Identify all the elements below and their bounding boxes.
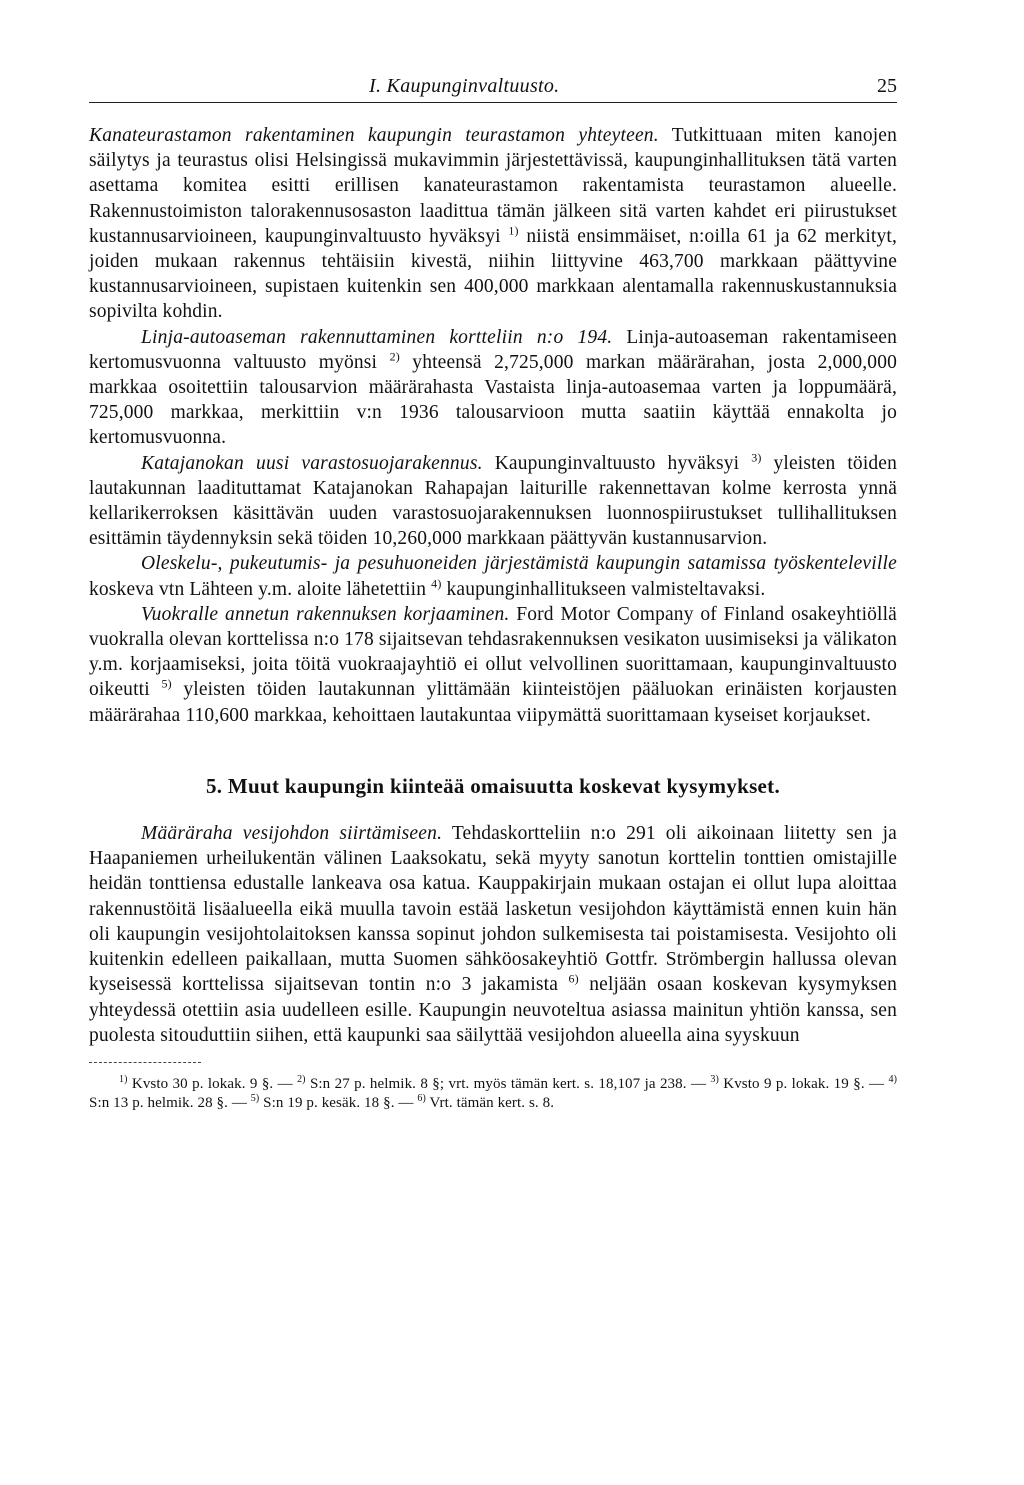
footnote-mark: 6) — [417, 1092, 426, 1104]
footnote-text: Kvsto 9 p. lokak. 19 §. — — [718, 1075, 889, 1092]
paragraph-text: Tehdaskortteliin n:o 291 oli aikoinaan liitetty sen ja Haapaniemen urheilukentän välinen Laaksokatu, sekä myyty sanotun korttelin tonttien omistajille heidän tonttiensa edustalle lankeava osa katua. Kauppakirjain mukaan ostajan ei ollut lupa aloittaa rakennustöitä lisäalueella eikä muulla tavoin estää lasketun vesijohdon käyttämistä ennen kuin hän oli kaupungin vesijohtolaitoksen kanssa sopinut johdon sulkemisesta tai poistamisesta. Vesijohto oli kuitenkin edelleen paikallaan, mutta Suomen sähköosakeyhtiö Gottfr. Strömbergin hallussa olevan kyseisessä korttelissa sijaitsevan tontin n:o 3 jakamista — [89, 823, 897, 996]
paragraph-vuokrarakennus — [89, 602, 897, 728]
footnote-ref: 6) — [568, 971, 579, 986]
paragraph-text-cont: yleisten töiden lautakunnan ylittämään kiinteistöjen pääluokan erinäisten korjausten määrärahaa 110,600 markkaa, kehoittaen lautakuntaa viipymättä suorittamaan kyseiset korjaukset. — [89, 679, 898, 726]
paragraph-text: Linja-autoaseman rakentamiseen kertomusvuonna valtuusto myönsi — [89, 326, 897, 373]
footnote-text: S:n 19 p. kesäk. 18 §. — — [259, 1094, 418, 1111]
footnote-mark: 3) — [710, 1073, 719, 1085]
section-heading: 5. Muut kaupungin kiinteää omaisuutta koskevat kysymykset. — [205, 773, 781, 798]
paragraph-text-cont: yleisten töiden lautakunnan laadituttamat Katajanokan Rahapajan laiturille rakennettavan kolme kerrosta ynnä kellarikerroksen käsittävän uuden varastosuojarakennuksen luonnospiirustukset tullihallituksen esittämin täydennyksin sekä töiden 10,260,000 markkaan päättyvän kustannusarvion. — [89, 452, 898, 550]
paragraph-text: Tutkittuaan miten kanojen säilytys ja teurastus olisi Helsingissä mukavimmin järjestettävissä, kaupunginhallituksen tätä varten asettama komitea esitti erillisen kanateurastamon rakentamista teurastamon alueelle. Rakennustoimiston talorakennusosaston laadittua tämän jälkeen sitä varten kahdet eri piirustukset kustannusarvioineen, kaupunginvaltuusto hyväksyi — [89, 125, 897, 247]
paragraph-text-cont: niistä ensimmäiset, n:oilla 61 ja 62 merkityt, joiden mukaan rakennus tehtäisiin kivestä, niihin liittyvine 463,700 markkaan päättyvine kustannusarvioineen, supistaen kuitenkin sen 400,000 markkaan alentamalla rakennuskustannuksia sopivilta kohdin. — [89, 225, 897, 323]
footnote-ref: 1) — [508, 223, 519, 238]
main-text — [89, 123, 897, 1113]
footnote-ref: 2) — [389, 349, 400, 364]
footnote-mark: 1) — [119, 1073, 128, 1085]
paragraph-text-cont: kaupunginhallitukseen valmisteltavaksi. — [441, 578, 766, 600]
footnote-mark: 2) — [297, 1073, 306, 1085]
paragraph-linja-autoasema — [89, 325, 897, 451]
paragraph-title: Oleskelu-, pukeutumis- ja pesuhuoneiden järjestämistä kaupungin satamissa työskenteleville — [141, 553, 897, 575]
footnote-text: S:n 27 p. helmik. 8 §; vrt. myös tämän kert. s. 18,107 ja 238. — — [305, 1075, 711, 1092]
page-number: 25 — [877, 75, 897, 97]
paragraph-text-cont: neljään osaan koskevan kysymyksen yhteydessä otettiin asia uudelleen esille. Kaupungin neuvoteltua asiassa mainitun yhtiön kanssa, sen puolesta sitouduttiin siihen, että kaupunki saa säilyttää vesijohdon alueella aina syyskuun — [89, 974, 897, 1046]
running-title: I. Kaupunginvaltuusto. — [369, 75, 560, 97]
paragraph-text: Ford Motor Company of Finland osakeyhtiöllä vuokralla olevan korttelissa n:o 178 sijaitsevan tehdasrakennuksen vesikaton uusimiseksi ja välikaton y.m. korjaamiseksi, joita töitä vuokraajayhtiö ei ollut velvollinen suorittamaan, kaupunginvaltuusto oikeutti — [89, 603, 897, 701]
footnote-text: Kvsto 30 p. lokak. 9 §. — — [127, 1075, 298, 1092]
paragraph-title: Määräraha vesijohdon siirtämiseen. — [141, 823, 443, 845]
paragraph-text-cont: yhteensä 2,725,000 markan määrärahan, josta 2,000,000 markkaa osoitettiin talousarvion määrärahasta Vastaista linja-autoasemaa varten ja loppumäärä, 725,000 markkaa, merkittiin v:n 1936 talousarvioon mutta saatiin käyttää ennakolta jo kertomusvuonna. — [89, 351, 897, 449]
document-page — [89, 72, 897, 1113]
footnote-divider — [89, 1062, 201, 1063]
footnote-ref: 4) — [431, 576, 442, 591]
paragraph-kanateurastamo — [89, 123, 897, 325]
paragraph-title: Katajanokan uusi varastosuojarakennus. — [141, 452, 483, 474]
footnotes — [89, 1075, 897, 1113]
footnote-mark: 5) — [250, 1092, 260, 1104]
footnote-mark: 4) — [888, 1073, 897, 1085]
footnote-ref: 5) — [161, 676, 172, 691]
paragraph-title: Kanateurastamon rakentaminen kaupungin teurastamon yhteyteen. — [89, 125, 659, 146]
paragraph-oleskelu — [89, 551, 897, 601]
paragraph-title: Linja-autoaseman rakennuttaminen kortteliin n:o 194. — [141, 326, 613, 348]
paragraph-text: Kaupunginvaltuusto hyväksyi — [482, 452, 740, 474]
paragraph-vesijohto — [89, 821, 897, 1048]
paragraph-title: Vuokralle annetun rakennuksen korjaaminen. — [141, 603, 510, 625]
paragraph-varastosuoja — [89, 451, 897, 552]
page-header — [89, 72, 897, 103]
footnote-text: Vrt. tämän kert. s. 8. — [425, 1094, 555, 1111]
footnote-text: S:n 13 p. helmik. 28 §. — — [89, 1094, 251, 1111]
paragraph-text: koskeva vtn Lähteen y.m. aloite lähetettiin — [89, 578, 427, 600]
footnote-ref: 3) — [751, 450, 762, 465]
